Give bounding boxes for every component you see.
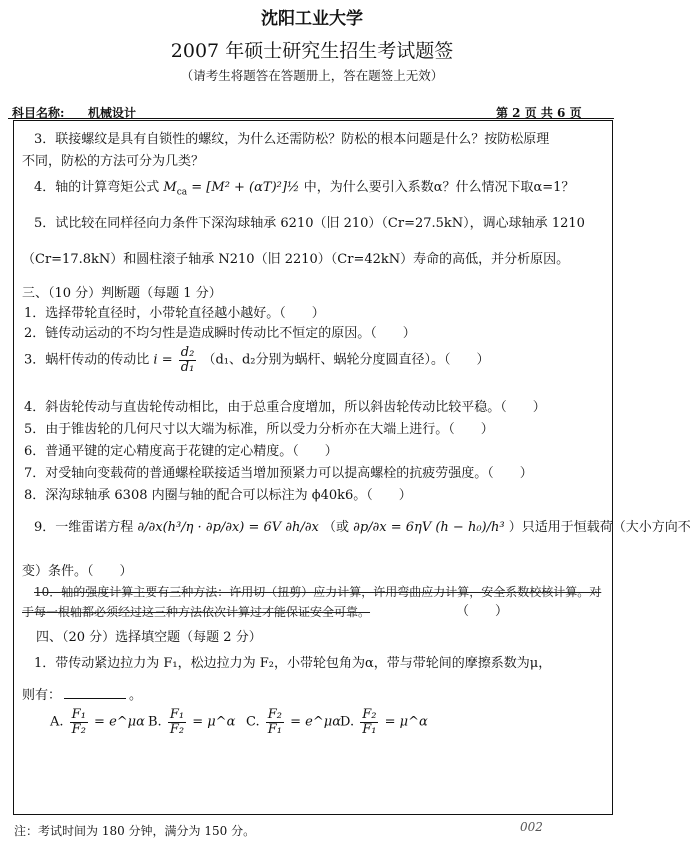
option-d-rhs: = μ^α (384, 714, 428, 730)
answer-blank (64, 698, 126, 699)
option-a-den: F₂ (71, 721, 86, 737)
judge-item-9 (34, 516, 691, 535)
judge-3-symbol: i = (153, 352, 173, 368)
judge-item-10-line2: 于每一根轴都必须经过这三种方法依次计算过才能保证安全可靠。 (22, 605, 371, 619)
choice-item-1-cont: 则有： 。 (22, 688, 143, 703)
subject-name: 机械设计 (88, 106, 137, 120)
option-c-num: F₂ (267, 707, 282, 722)
option-a (50, 708, 145, 736)
q4-symbol: M (163, 180, 177, 195)
subject-label: 科目名称: (12, 106, 65, 120)
judge-9-alt-equation: ∂p/∂x = 6ηV (h − h₀)/h³ (353, 520, 505, 535)
exam-title: 2007 年硕士研究生招生考试题签 (170, 40, 454, 62)
option-d-num: F₂ (362, 707, 377, 722)
choice-1-prompt: 则有： (22, 688, 62, 703)
option-c-label: C. (246, 714, 260, 730)
judge-9-rest: ）只适用于恒载荷（大小方向不 (508, 520, 691, 535)
section4-heading: 四、（20 分）选择填空题（每题 2 分） (36, 630, 262, 645)
exam-note: （请考生将题答在答题册上，答在题签上无效） (180, 68, 444, 83)
choice-item-1: 1．带传动紧边拉力为 F₁，松边拉力为 F₂，小带轮包角为α，带与带轮间的摩擦系数为μ， (34, 656, 552, 671)
option-a-label: A. (50, 714, 64, 730)
page-mark: 002 (520, 820, 543, 834)
judge-item-8: 8．深沟球轴承 6308 内圈与轴的配合可以标注为 ϕ40k6。（ ） (24, 488, 412, 503)
option-c-den: F₁ (267, 721, 282, 737)
option-b-num: F₁ (169, 707, 185, 722)
q3-line2: 不同，防松的方法可分为几类？ (22, 154, 205, 169)
judge-item-9-cont: 变）条件。（ ） (22, 564, 133, 579)
option-c-fraction (266, 708, 284, 736)
option-d (340, 708, 428, 736)
option-a-fraction (70, 708, 88, 736)
judge-item-7: 7．对受轴向变载荷的普通螺栓联接适当增加预紧力可以提高螺栓的抗疲劳强度。（ ） (24, 466, 533, 481)
judge-3-num: d₂ (180, 345, 195, 360)
q4-question: 中，为什么要引入系数α？什么情况下取α=1？ (303, 180, 575, 195)
section3-heading: 三、（10 分）判断题（每题 1 分） (22, 286, 222, 301)
judge-item-5: 5．由于锥齿轮的几何尺寸以大端为标准，所以受力分析亦在大端上进行。（ ） (24, 422, 494, 437)
judge-item-10-line1: 10．轴的强度计算主要有三种方法：许用切（扭剪）应力计算，许用弯曲应力计算，安全系数校核计算。对 (34, 585, 602, 599)
judge-9-equation: ∂/∂x(h³/η · ∂p/∂x) = 6V ∂h/∂x (137, 520, 319, 535)
judge-3-rest: （d₁、d₂分别为蜗杆、蜗轮分度圆直径）。（ ） (202, 352, 490, 368)
q4-text: 4．轴的计算弯矩公式 (34, 180, 160, 195)
judge-9-text: 9．一维雷诺方程 (34, 520, 134, 535)
option-d-fraction (360, 708, 378, 736)
option-b-label: B. (148, 714, 162, 730)
header-rule (8, 118, 614, 119)
judge-item-4: 4．斜齿轮传动与直齿轮传动相比，由于总重合度增加，所以斜齿轮传动比较平稳。（ ） (24, 400, 546, 415)
page-number: 第 2 页 共 6 页 (496, 106, 582, 120)
q4-line (34, 176, 574, 198)
judge-item-6: 6．普通平键的定心精度高于花键的定心精度。（ ） (24, 444, 338, 459)
judge-item-2: 2．链传动运动的不均匀性是造成瞬时传动比不恒定的原因。（ ） (24, 326, 416, 341)
university-name: 沈阳工业大学 (261, 9, 363, 29)
option-b-fraction (168, 708, 186, 736)
option-d-label: D. (340, 714, 355, 730)
q5-line2: （Cr=17.8kN）和圆柱滚子轴承 N210（旧 2210）（Cr=42kN）寿命的高低，并分析原因。 (22, 252, 570, 267)
judge-3-text: 3．蜗杆传动的传动比 (24, 352, 150, 368)
option-d-den: F₁ (362, 721, 377, 737)
option-b-rhs: = μ^α (192, 714, 236, 730)
option-c (246, 708, 341, 736)
judge-3-fraction (179, 346, 197, 374)
footer-note: 注：考试时间为 180 分钟，满分为 150 分。 (14, 824, 256, 838)
judge-item-1: 1．选择带轮直径时，小带轮直径越小越好。（ ） (24, 306, 325, 321)
option-b (148, 708, 235, 736)
option-c-rhs: = e^μα (290, 714, 341, 730)
option-a-num: F₁ (71, 707, 86, 722)
option-a-rhs: = e^μα (94, 714, 145, 730)
judge-3-den: d₁ (180, 359, 195, 375)
q3-line1: 3．联接螺纹是具有自锁性的螺纹，为什么还需防松？防松的根本问题是什么？按防松原理 (34, 132, 550, 147)
q4-subscript: ca (176, 187, 188, 198)
option-b-den: F₂ (169, 721, 185, 737)
q5-line1: 5．试比较在同样径向力条件下深沟球轴承 6210（旧 210）（Cr=27.5kN），调心球轴承 1210 (34, 216, 585, 231)
judge-item-10-paren: （ ） (456, 604, 509, 619)
judge-item-3 (24, 346, 490, 374)
judge-9-or: （或 (322, 520, 349, 535)
q4-formula: = [M² + (αT)²]½ (191, 180, 300, 195)
